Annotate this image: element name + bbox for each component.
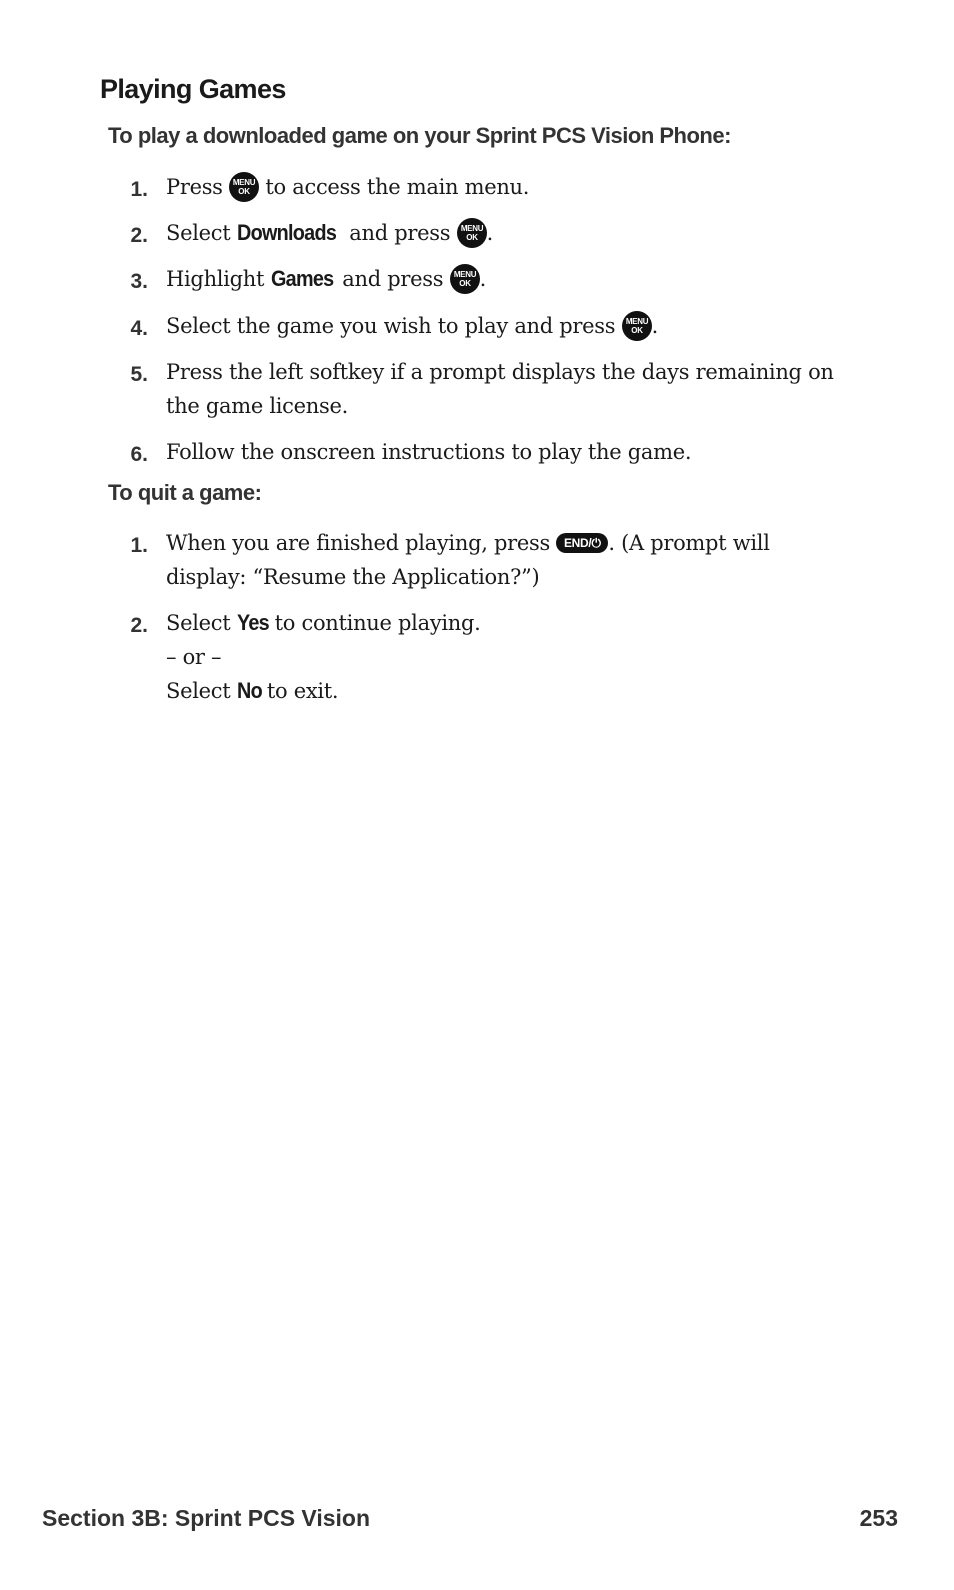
- menu-ok-key-icon: [457, 218, 487, 248]
- step-number: 1.: [130, 178, 148, 201]
- svg-text:MENU: MENU: [625, 316, 648, 326]
- page-title: Playing Games: [100, 74, 286, 104]
- svg-text:OK: OK: [238, 186, 250, 196]
- svg-text:MENU: MENU: [453, 269, 476, 279]
- step-number: 3.: [130, 270, 148, 293]
- svg-text:MENU: MENU: [232, 177, 256, 187]
- end-power-key-icon: END/⏻: [556, 533, 608, 553]
- menu-ok-key-icon: [622, 311, 652, 341]
- menu-term-yes: Yes: [236, 610, 269, 635]
- menu-term-games: Games: [270, 266, 333, 291]
- step-text: Press MENU OK to access the main menu.: [166, 170, 856, 204]
- step-number: 6.: [130, 443, 148, 466]
- step-number: 2.: [130, 614, 148, 637]
- svg-text:OK: OK: [458, 278, 471, 288]
- step-number: 5.: [130, 363, 148, 386]
- step-number: 2.: [130, 224, 148, 247]
- step-text: Highlight Games and press MENU OK .: [166, 262, 856, 296]
- svg-text:OK: OK: [465, 232, 478, 242]
- step-text: Follow the onscreen instructions to play the game.: [166, 440, 692, 464]
- page-number: 253: [859, 1505, 898, 1531]
- quit-section-heading: To quit a game:: [108, 480, 262, 505]
- menu-term-no: No: [236, 678, 262, 703]
- step-text: Select Yes to continue playing. – or – Select No to exit.: [166, 606, 856, 708]
- step-number: 4.: [130, 317, 148, 340]
- menu-ok-key-icon: [450, 264, 480, 294]
- step-text: Select the game you wish to play and press MENU OK .: [166, 309, 856, 343]
- svg-text:MENU: MENU: [460, 223, 483, 233]
- footer-section-label: Section 3B: Sprint PCS Vision: [42, 1505, 371, 1531]
- step-text: Select Downloads and press MENU OK .: [166, 216, 856, 250]
- step-text: Press the left softkey if a prompt displays the days remaining on the game license.: [166, 360, 834, 418]
- svg-text:OK: OK: [630, 325, 643, 335]
- menu-term-downloads: Downloads: [236, 220, 336, 245]
- step-number: 1.: [130, 534, 148, 557]
- play-section-heading: To play a downloaded game on your Sprint PCS Vision Phone:: [108, 123, 731, 148]
- menu-ok-key-icon: [229, 172, 259, 202]
- or-separator: – or –: [166, 645, 222, 669]
- step-text: When you are finished playing, press END/⏻ . (A prompt will display: “Resume the Application?”): [166, 531, 770, 589]
